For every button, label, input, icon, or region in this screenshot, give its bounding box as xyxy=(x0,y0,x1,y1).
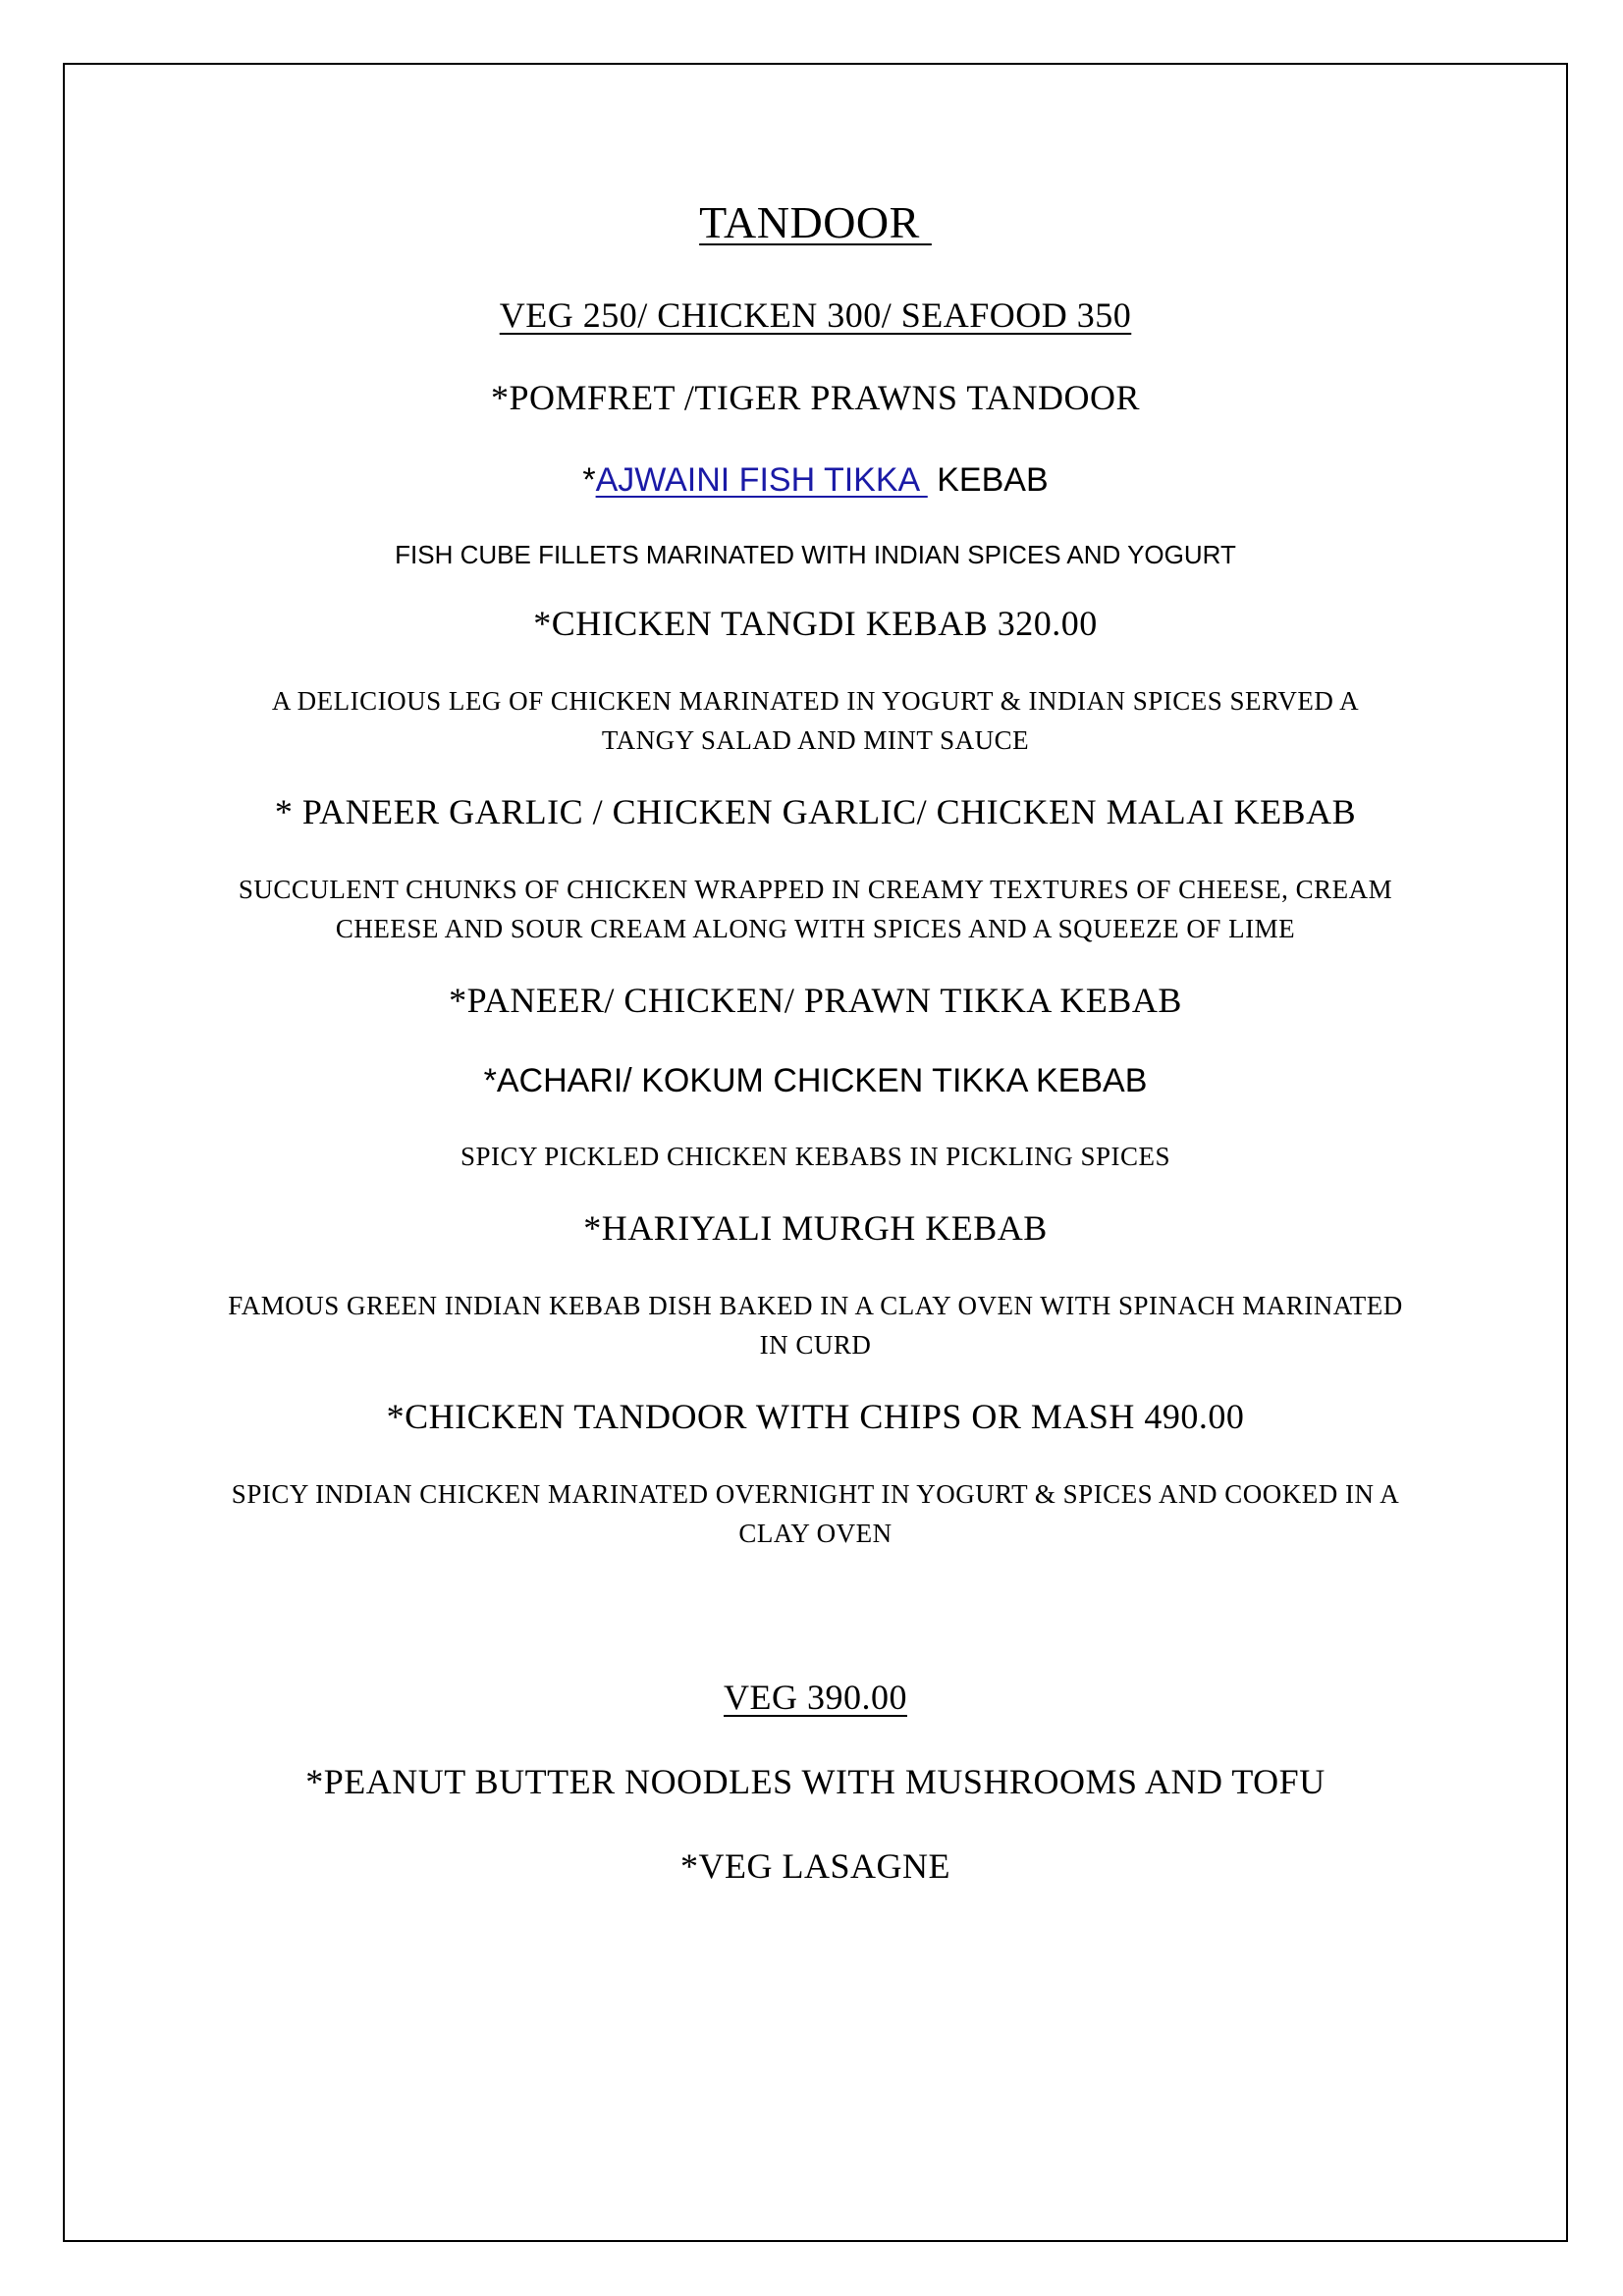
dish-achari-kokum-kebab: *ACHARI/ KOKUM CHICKEN TIKKA KEBAB xyxy=(483,1062,1148,1099)
veg-heading xyxy=(63,1677,1568,1718)
description-line: CHEESE AND SOUR CREAM ALONG WITH SPICES AND A SQUEEZE OF LIME xyxy=(335,914,1296,943)
dish-chicken-tangdi-kebab: *CHICKEN TANGDI KEBAB 320.00 xyxy=(533,604,1098,643)
description-line: SUCCULENT CHUNKS OF CHICKEN WRAPPED IN CREAMY TEXTURES OF CHEESE, CREAM xyxy=(238,875,1393,904)
dish-ajwaini-fish-tikka xyxy=(63,461,1568,500)
dish-achari-description: SPICY PICKLED CHICKEN KEBABS IN PICKLING SPICES xyxy=(460,1142,1171,1171)
dish-garlic-malai-kebab: * PANEER GARLIC / CHICKEN GARLIC/ CHICKEN MALAI KEBAB xyxy=(274,792,1357,831)
description-line: CLAY OVEN xyxy=(738,1519,893,1548)
price-heading-text: VEG 250/ CHICKEN 300/ SEAFOOD 350 xyxy=(499,295,1132,335)
dish-tikka-kebab: *PANEER/ CHICKEN/ PRAWN TIKKA KEBAB xyxy=(449,981,1182,1020)
dish-tangdi-description xyxy=(63,681,1568,760)
price-heading xyxy=(63,294,1568,336)
dish-hariyali-description xyxy=(63,1286,1568,1364)
description-line: SPICY INDIAN CHICKEN MARINATED OVERNIGHT IN YOGURT & SPICES AND COOKED IN A xyxy=(231,1479,1400,1509)
description-line: TANGY SALAD AND MINT SAUCE xyxy=(601,725,1030,755)
dish-suffix: KEBAB xyxy=(927,461,1049,499)
dish-ajwaini-description: FISH CUBE FILLETS MARINATED WITH INDIAN SPICES AND YOGURT xyxy=(395,540,1236,569)
dish-prefix: * xyxy=(582,461,596,499)
description-line: IN CURD xyxy=(759,1330,872,1360)
dish-garlic-malai-description xyxy=(63,870,1568,948)
dish-chicken-tandoor-description xyxy=(63,1474,1568,1553)
menu-title xyxy=(63,196,1568,248)
dish-hariyali-murgh-kebab: *HARIYALI MURGH KEBAB xyxy=(583,1208,1048,1248)
description-line: FAMOUS GREEN INDIAN KEBAB DISH BAKED IN A CLAY OVEN WITH SPINACH MARINATED xyxy=(228,1291,1403,1320)
menu-title-text: TANDOOR xyxy=(699,197,932,247)
dish-veg-lasagne: *VEG LASAGNE xyxy=(680,1846,950,1886)
ajwaini-fish-tikka-link[interactable]: AJWAINI FISH TIKKA xyxy=(595,461,928,499)
veg-heading-text: VEG 390.00 xyxy=(724,1678,907,1717)
description-line: A DELICIOUS LEG OF CHICKEN MARINATED IN YOGURT & INDIAN SPICES SERVED A xyxy=(271,686,1360,716)
dish-chicken-tandoor: *CHICKEN TANDOOR WITH CHIPS OR MASH 490.00 xyxy=(386,1397,1245,1436)
dish-peanut-butter-noodles: *PEANUT BUTTER NOODLES WITH MUSHROOMS AND TOFU xyxy=(305,1762,1325,1801)
dish-pomfret-prawns: *POMFRET /TIGER PRAWNS TANDOOR xyxy=(491,378,1140,417)
